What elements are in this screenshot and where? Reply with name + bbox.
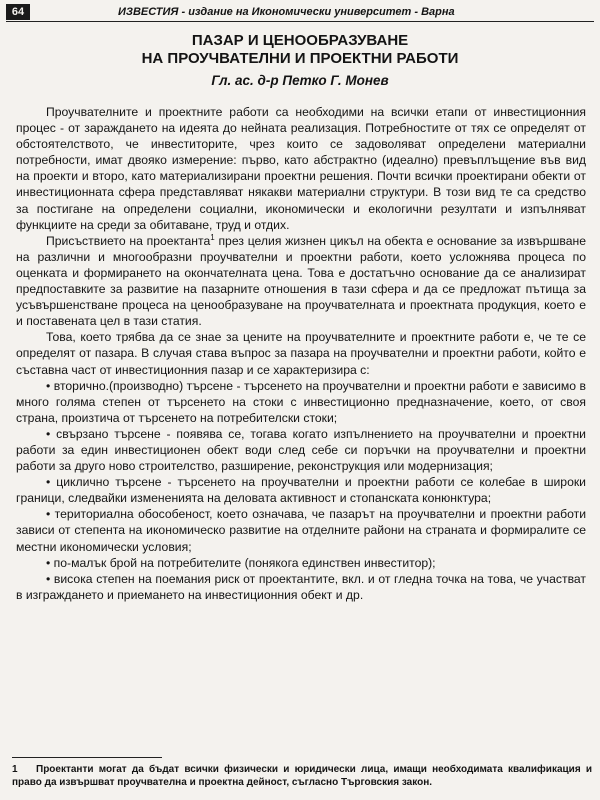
list-item: • териториална обособеност, което означава, че пазарът на проучвателни и проектни работи зависи от степента на икономическо развитие на отделните райони на страната и формиралите се местни икономически условия; — [16, 507, 586, 554]
paragraph-2 — [16, 233, 586, 330]
footnote-mark: 1 — [12, 764, 18, 775]
paragraph-2-rest: през целия жизнен цикъл на обекта е основание за извършване на различни и многообразни проучвателни и проектни работи, което усложнява процеса по оценката и формирането на окончателната цена. Това е достатъчно основание да се анализират предпоставките за развитие на пазарните отношения в тази сфера и да се предложат пътища за усъвършенстване процеса на ценообразуване на проучвателната и проектната продукция, което е и поставената цел в тази статия. — [16, 233, 586, 329]
article-title-line-1: ПАЗАР И ЦЕНООБРАЗУВАНЕ — [191, 32, 409, 49]
footnote-reference: 1 — [210, 232, 215, 242]
list-item: • вторично.(производно) търсене - търсенето на проучвателни и проектни работи е зависимо в много голяма степен от търсенето на стоки с инвестиционно предназначение, което, от своя страна, произтича от търсенето на потребителски стоки; — [16, 378, 586, 425]
article-title — [20, 32, 580, 68]
footnote — [12, 763, 592, 789]
article-title-line-2: НА ПРОУЧВАТЕЛНИ И ПРОЕКТНИ РАБОТИ — [141, 50, 459, 67]
list-item: • циклично търсене - търсенето на проучвателни и проектни работи се колебае в широки граници, следвайки измененията на деловата активност и стопанската конюнктура; — [16, 475, 586, 506]
journal-title: ИЗВЕСТИЯ - издание на Икономически университет - Варна — [118, 6, 455, 18]
list-item: • свързано търсене - появява се, тогава когато изпълнението на проучвателни и проектни работи за един инвестиционен обект води след себе си поръчки на проучвателни и проектни работи за друго ново строителство, разширение, реконструкция или модернизация; — [16, 426, 586, 474]
page-number: 64 — [6, 4, 30, 20]
footnote-divider — [12, 757, 162, 758]
article-author: Гл. ас. д-р Петко Г. Монев — [211, 73, 389, 88]
list-item: • по-малък брой на потребителите (понякога единствен инвеститор); — [46, 555, 436, 570]
article-body — [16, 104, 586, 603]
paragraph-3: Това, което трябва да се знае за цените на проучвателните и проектните работи е, че те се определят от пазара. В случая става въпрос за пазара на проучвателни и проектни работи, който е съставна част от инвестиционния пазар и се характеризира с: — [16, 330, 586, 377]
footnote-text: Проектанти могат да бъдат всички физически и юридически лица, имащи необходимата квалификация и право да извършват проучвателна и проектна дейност, съгласно Търговския закон. — [12, 764, 592, 788]
paragraph-1: Проучвателните и проектните работи са необходими на всички етапи от инвестиционния процес - от зараждането на идеята до нейната реализация. Потребностите от тях се определят от обстоятелството, че инвеститорите, чрез които се задоволяват определени материални потребности, имат двояко измерение: първо, като абстрактно (идеално) превъплъщение във вид на проекти и второ, като материализирани проектни решения. Почти всички проектирани обекти от инвестиционната сфера представляват някакви материални структури. В този вид те са средство за постигане на определени социални, икономически и екологични резултати и изпълняват функциите на среди за обитаване, труд и отдих. — [16, 105, 586, 232]
list-item: • висока степен на поемания риск от проектантите, вкл. и от гледна точка на това, че участват в изграждането и приемането на инвестиционния обект и др. — [16, 571, 586, 602]
paragraph-2-start: Присъствието на проектанта — [46, 233, 211, 248]
running-header — [6, 4, 594, 22]
